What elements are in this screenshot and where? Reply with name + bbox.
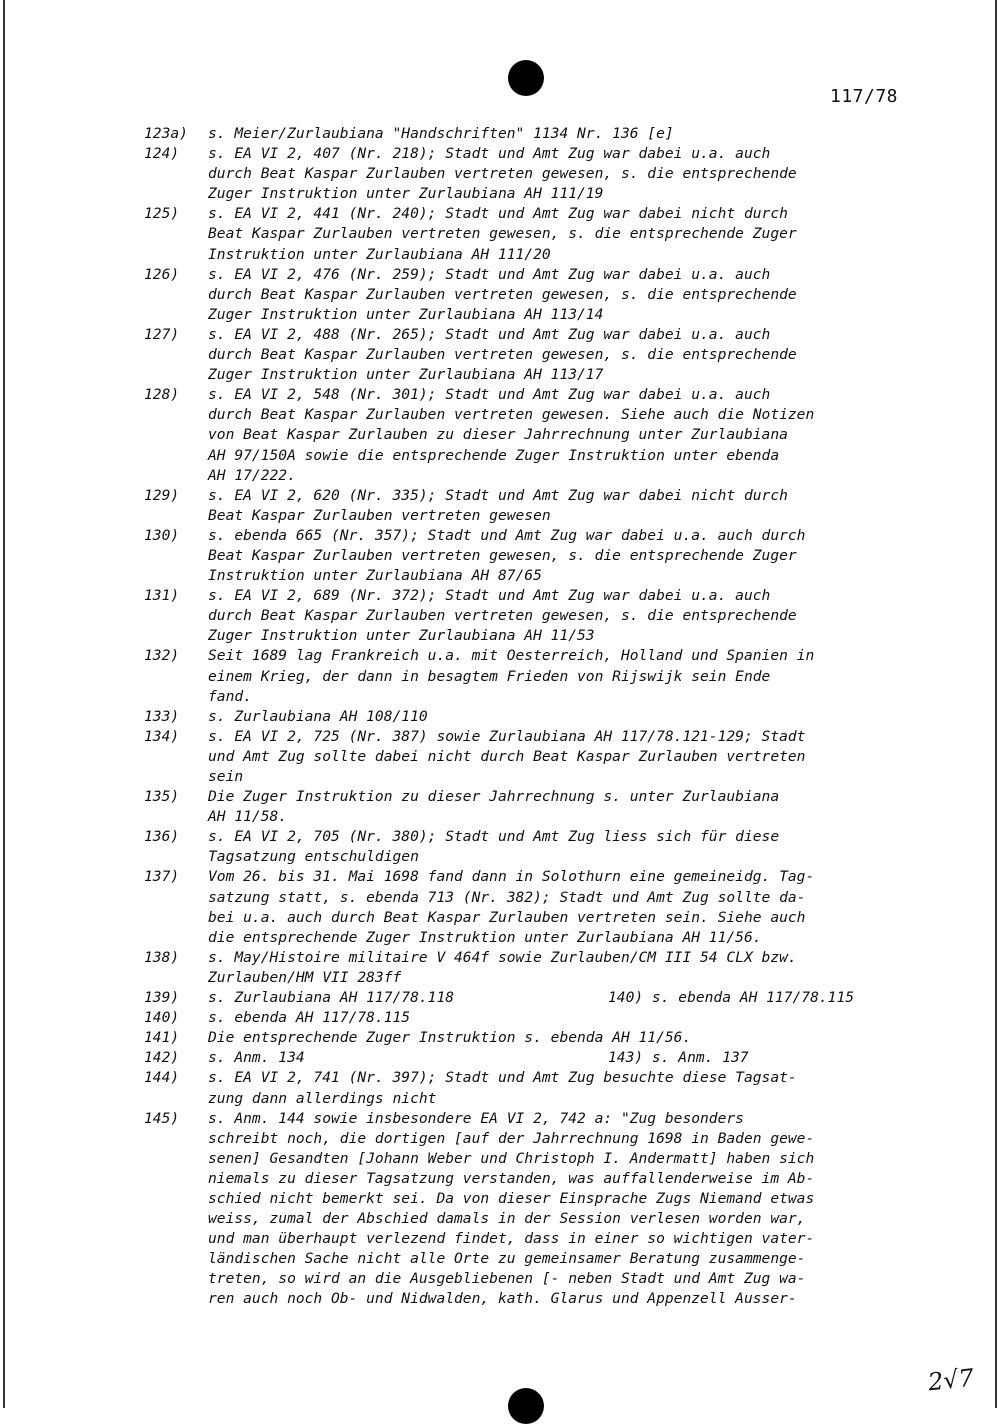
footnote-line: AH 11/58. xyxy=(208,808,288,826)
footnote xyxy=(0,948,908,988)
footnote-line: s. ebenda 665 (Nr. 357); Stadt und Amt Zug war dabei u.a. auch durch xyxy=(208,526,806,544)
footnote-inline-second: 140) s. ebenda AH 117/78.115 xyxy=(608,989,855,1007)
footnote-line: durch Beat Kaspar Zurlauben vertreten gewesen. Siehe auch die Notizen xyxy=(208,406,815,424)
footnote-line: satzung statt, s. ebenda 713 (Nr. 382); Stadt und Amt Zug sollte da- xyxy=(208,888,806,906)
footnote-number: 128) xyxy=(144,386,180,404)
footnote-line: s. Anm. 144 sowie insbesondere EA VI 2, 742 a: "Zug besonders xyxy=(208,1109,744,1127)
footnote xyxy=(0,646,908,706)
footnote-line: und Amt Zug sollte dabei nicht durch Beat Kaspar Zurlauben vertreten xyxy=(208,747,806,765)
page-number: 117/78 xyxy=(830,86,899,107)
footnote-line: Tagsatzung entschuldigen xyxy=(208,848,419,866)
footnote-group-2 xyxy=(0,1008,1000,1048)
footnote-line: schreibt noch, die dortigen [auf der Jahrrechnung 1698 in Baden gewe- xyxy=(208,1129,815,1147)
footnote-line: s. EA VI 2, 705 (Nr. 380); Stadt und Amt Zug liess sich für diese xyxy=(208,828,780,846)
footnote-number: 144) xyxy=(144,1069,180,1087)
footnote-number: 127) xyxy=(144,325,180,343)
footnote-line: Instruktion unter Zurlaubiana AH 87/65 xyxy=(208,567,542,585)
footnote xyxy=(0,486,908,526)
footnote-number: 124) xyxy=(144,145,180,163)
footnote xyxy=(0,526,908,586)
footnote-line: s. EA VI 2, 741 (Nr. 397); Stadt und Amt Zug besuchte diese Tagsat- xyxy=(208,1069,797,1087)
punch-hole-top xyxy=(508,60,544,96)
punch-hole-bottom xyxy=(508,1388,544,1424)
footnote-inline-second: 143) s. Anm. 137 xyxy=(608,1049,749,1067)
footnote xyxy=(0,124,908,144)
footnote-line: Seit 1689 lag Frankreich u.a. mit Oesterreich, Holland und Spanien in xyxy=(208,647,815,665)
footnote-line: s. May/Histoire militaire V 464f sowie Zurlauben/CM III 54 CLX bzw. xyxy=(208,948,797,966)
footnote-number: 133) xyxy=(144,707,180,725)
footnote-number: 134) xyxy=(144,727,180,745)
footnote-line: Zuger Instruktion unter Zurlaubiana AH 113/17 xyxy=(208,366,604,384)
footnote-line: bei u.a. auch durch Beat Kaspar Zurlauben vertreten sein. Siehe auch xyxy=(208,908,806,926)
footnote-pair xyxy=(0,1048,1000,1068)
footnote-line: s. EA VI 2, 488 (Nr. 265); Stadt und Amt Zug war dabei u.a. auch xyxy=(208,325,771,343)
footnote-line: die entsprechende Zuger Instruktion unter Zurlaubiana AH 11/56. xyxy=(208,928,762,946)
footnote-number: 125) xyxy=(144,205,180,223)
footnote-line: durch Beat Kaspar Zurlauben vertreten gewesen, s. die entsprechende xyxy=(208,285,797,303)
footnote-line: niemals zu dieser Tagsatzung verstanden, was auffallenderweise im Ab- xyxy=(208,1169,815,1187)
footnote-group-1 xyxy=(0,124,1000,988)
footnote xyxy=(0,325,908,385)
footnote xyxy=(0,1068,908,1108)
footnote-line: Vom 26. bis 31. Mai 1698 fand dann in Solothurn eine gemeineidg. Tag- xyxy=(208,868,815,886)
footnote-line: s. EA VI 2, 548 (Nr. 301); Stadt und Amt Zug war dabei u.a. auch xyxy=(208,386,771,404)
handwritten-page-mark: 2√7 xyxy=(926,1363,976,1397)
footnote xyxy=(0,265,908,325)
footnote-line: Zuger Instruktion unter Zurlaubiana AH 113/14 xyxy=(208,305,604,323)
footnote xyxy=(0,1008,908,1028)
footnote xyxy=(0,1028,908,1048)
footnote-line: fand. xyxy=(208,687,252,705)
footnote-line: Zuger Instruktion unter Zurlaubiana AH 111/19 xyxy=(208,185,604,203)
footnote xyxy=(0,867,908,947)
footnote-line: s. EA VI 2, 725 (Nr. 387) sowie Zurlaubiana AH 117/78.121-129; Stadt xyxy=(208,727,806,745)
footnote-number: 140) xyxy=(144,1009,180,1027)
footnote-number: 142) xyxy=(144,1049,180,1067)
footnote-number: 129) xyxy=(144,486,180,504)
footnote-line: s. EA VI 2, 689 (Nr. 372); Stadt und Amt Zug war dabei u.a. auch xyxy=(208,587,771,605)
footnote-line: weiss, zumal der Abschied damals in der Session verlesen worden war, xyxy=(208,1210,806,1228)
footnote-number: 130) xyxy=(144,526,180,544)
footnote-line: zung dann allerdings nicht xyxy=(208,1089,437,1107)
footnote-line: Beat Kaspar Zurlauben vertreten gewesen xyxy=(208,506,551,524)
footnote-line: Instruktion unter Zurlaubiana AH 111/20 xyxy=(208,245,551,263)
footnote xyxy=(0,385,908,485)
footnote-line: Die Zuger Instruktion zu dieser Jahrrechnung s. unter Zurlaubiana xyxy=(208,788,780,806)
footnote-line: Zurlauben/HM VII 283ff xyxy=(208,968,402,986)
footnote-pair xyxy=(0,988,1000,1008)
footnote-line: von Beat Kaspar Zurlauben zu dieser Jahrrechnung unter Zurlaubiana xyxy=(208,426,788,444)
footnotes xyxy=(0,124,1000,1310)
footnote-line: durch Beat Kaspar Zurlauben vertreten gewesen, s. die entsprechende xyxy=(208,346,797,364)
footnote-pair-group-1 xyxy=(0,988,1000,1008)
footnote-line: ländischen Sache nicht alle Orte zu gemeinsamer Beratung zusammenge- xyxy=(208,1250,806,1268)
footnote-line: s. ebenda AH 117/78.115 xyxy=(208,1009,411,1027)
footnote-number: 141) xyxy=(144,1029,180,1047)
footnote xyxy=(0,707,908,727)
footnote-text: s. Zurlaubiana AH 117/78.118 xyxy=(208,989,455,1007)
footnote xyxy=(0,787,908,827)
footnote-number: 136) xyxy=(144,828,180,846)
footnote-number: 132) xyxy=(144,647,180,665)
footnote-line: ren auch noch Ob- und Nidwalden, kath. Glarus und Appenzell Ausser- xyxy=(208,1290,797,1308)
footnote xyxy=(0,727,908,787)
footnote-line: sein xyxy=(208,768,244,785)
footnote-number: 138) xyxy=(144,948,180,966)
footnote-line: einem Krieg, der dann in besagtem Frieden von Rijswijk sein Ende xyxy=(208,667,771,685)
footnote-line: Beat Kaspar Zurlauben vertreten gewesen, s. die entsprechende Zuger xyxy=(208,225,797,243)
footnote-number: 139) xyxy=(144,989,180,1007)
footnote-line: und man überhaupt verlezend findet, dass in einer so wichtigen vater- xyxy=(208,1230,815,1248)
footnote-number: 137) xyxy=(144,868,180,886)
footnote-line: durch Beat Kaspar Zurlauben vertreten gewesen, s. die entsprechende xyxy=(208,165,797,183)
footnote-line: Beat Kaspar Zurlauben vertreten gewesen, s. die entsprechende Zuger xyxy=(208,546,797,564)
footnote-line: schied nicht bemerkt sei. Da von dieser Einsprache Zugs Niemand etwas xyxy=(208,1189,815,1207)
footnote-number: 135) xyxy=(144,788,180,806)
footnote-number: 123a) xyxy=(144,125,188,142)
footnote-line: s. EA VI 2, 476 (Nr. 259); Stadt und Amt Zug war dabei u.a. auch xyxy=(208,265,771,283)
footnote-pair-group-2 xyxy=(0,1048,1000,1068)
footnote-line: durch Beat Kaspar Zurlauben vertreten gewesen, s. die entsprechende xyxy=(208,607,797,625)
footnote-group-3 xyxy=(0,1068,1000,1309)
footnote-number: 131) xyxy=(144,587,180,605)
footnote xyxy=(0,204,908,264)
footnote xyxy=(0,827,908,867)
footnote-text: s. Anm. 134 xyxy=(208,1049,305,1067)
footnote-number: 126) xyxy=(144,265,180,283)
footnote-line: AH 17/222. xyxy=(208,466,296,484)
footnote-line: s. EA VI 2, 441 (Nr. 240); Stadt und Amt Zug war dabei nicht durch xyxy=(208,205,788,223)
footnote-line: Die entsprechende Zuger Instruktion s. ebenda AH 11/56. xyxy=(208,1029,692,1047)
footnote xyxy=(0,144,908,204)
footnote-line: s. Meier/Zurlaubiana "Handschriften" 1134 Nr. 136 [e] xyxy=(208,125,674,142)
footnote-line: s. EA VI 2, 407 (Nr. 218); Stadt und Amt Zug war dabei u.a. auch xyxy=(208,145,771,163)
footnote-number: 145) xyxy=(144,1109,180,1127)
footnote-line: senen] Gesandten [Johann Weber und Christoph I. Andermatt] haben sich xyxy=(208,1149,815,1167)
footnote-line: AH 97/150A sowie die entsprechende Zuger Instruktion unter ebenda xyxy=(208,446,780,464)
footnote-line: treten, so wird an die Ausgebliebenen [- neben Stadt und Amt Zug wa- xyxy=(208,1270,806,1288)
footnote-line: s. EA VI 2, 620 (Nr. 335); Stadt und Amt Zug war dabei nicht durch xyxy=(208,486,788,504)
footnote xyxy=(0,1109,908,1310)
footnote-line: s. Zurlaubiana AH 108/110 xyxy=(208,707,428,725)
footnote xyxy=(0,586,908,646)
footnote-line: Zuger Instruktion unter Zurlaubiana AH 11/53 xyxy=(208,627,595,645)
